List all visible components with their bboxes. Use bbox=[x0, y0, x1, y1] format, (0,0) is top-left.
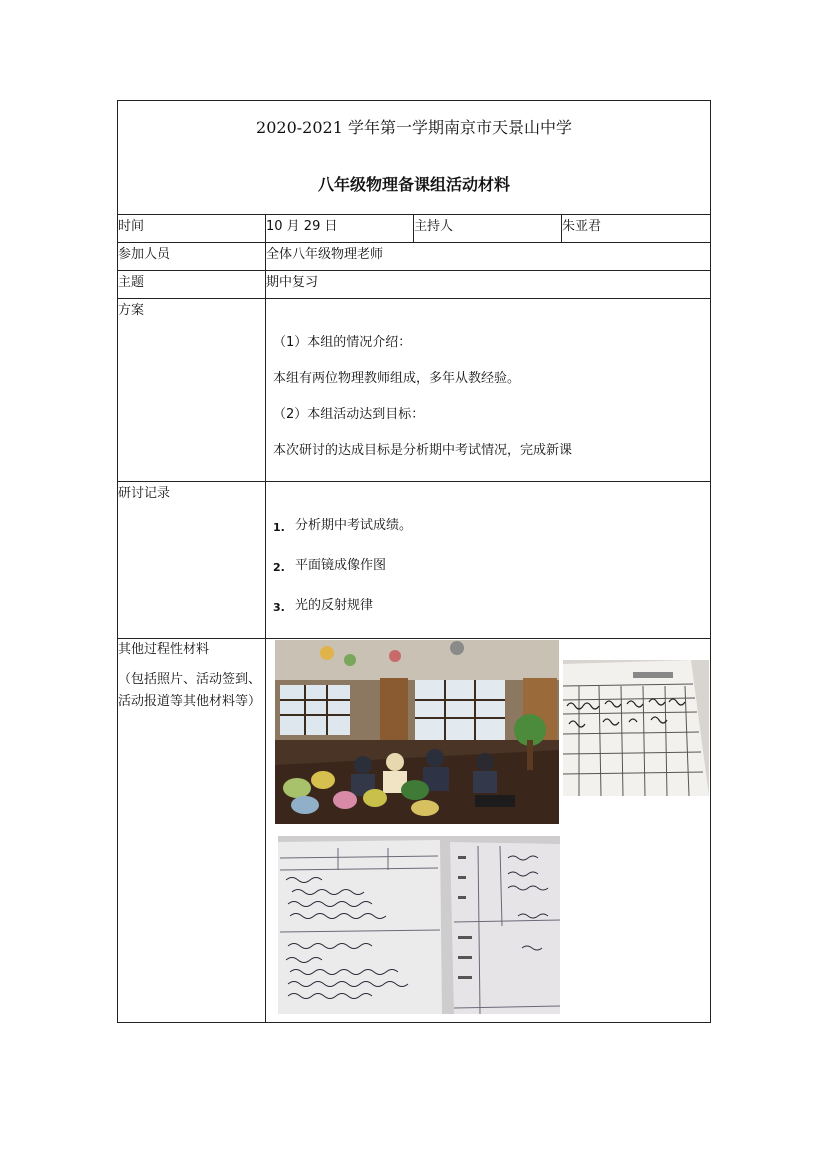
list-number: 2. bbox=[273, 561, 285, 574]
plan-content bbox=[266, 299, 711, 482]
photos-cell bbox=[266, 639, 711, 1023]
other-materials-label: 其他过程性材料 bbox=[118, 642, 210, 657]
plan-line: （2）本组活动达到目标： bbox=[273, 407, 425, 422]
document-title: 2020-2021 学年第一学期南京市天景山中学 bbox=[256, 118, 572, 137]
time-label: 时间 bbox=[118, 215, 266, 243]
topic-label: 主题 bbox=[118, 271, 266, 299]
meeting-room-photo bbox=[275, 640, 559, 824]
sign-in-sheet-photo bbox=[563, 660, 709, 796]
list-number: 1. bbox=[273, 521, 285, 534]
host-label: 主持人 bbox=[414, 215, 562, 243]
discussion-label: 研讨记录 bbox=[118, 482, 266, 639]
plan-line: 本组有两位物理教师组成，多年从教经验。 bbox=[273, 371, 521, 386]
host-value: 朱亚君 bbox=[562, 215, 711, 243]
list-text: 分析期中考试成绩。 bbox=[295, 518, 413, 533]
activity-table bbox=[117, 100, 711, 1023]
list-item bbox=[273, 518, 703, 536]
other-materials-note: （包括照片、活动签到、活动报道等其他材料等） bbox=[118, 672, 262, 709]
title-cell bbox=[118, 101, 711, 215]
handwritten-record-photo bbox=[278, 836, 560, 1014]
list-item bbox=[273, 598, 703, 616]
topic-value: 期中复习 bbox=[266, 271, 711, 299]
plan-line: （1）本组的情况介绍： bbox=[273, 335, 412, 350]
list-text: 光的反射规律 bbox=[295, 598, 374, 613]
document-subtitle: 八年级物理备课组活动材料 bbox=[317, 175, 510, 194]
participants-value: 全体八年级物理老师 bbox=[266, 243, 711, 271]
list-text: 平面镜成像作图 bbox=[295, 558, 387, 573]
time-value: 10 月 29 日 bbox=[266, 215, 414, 243]
discussion-content bbox=[266, 482, 711, 639]
plan-line: 本次研讨的达成目标是分析期中考试情况，完成新课 bbox=[273, 443, 573, 458]
other-materials-label-cell bbox=[118, 639, 266, 1023]
list-number: 3. bbox=[273, 601, 285, 614]
participants-label: 参加人员 bbox=[118, 243, 266, 271]
plan-label: 方案 bbox=[118, 299, 266, 482]
list-item bbox=[273, 558, 703, 576]
